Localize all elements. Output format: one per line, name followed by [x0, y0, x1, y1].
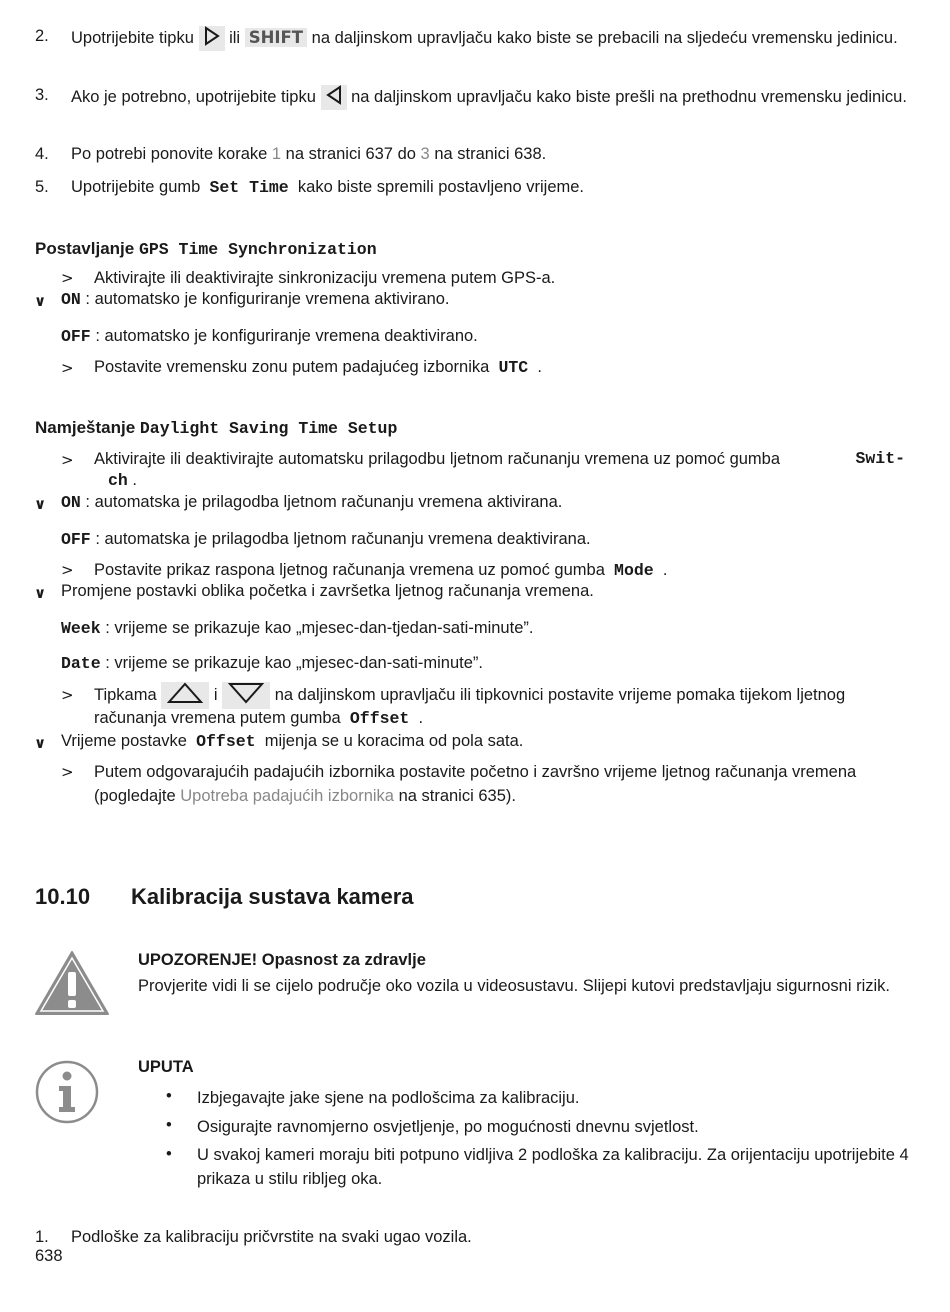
chevron-right-icon: > [61, 763, 74, 781]
result-text: Promjene postavki oblika početka i završetka ljetnog računanja vremena. [61, 582, 594, 600]
triangle-down-icon [222, 682, 270, 709]
step-reference-link[interactable]: 1 [271, 145, 282, 163]
chevron-right-icon: > [61, 561, 74, 579]
result-chevron-icon: ∨ [34, 292, 47, 310]
chevron-right-icon: > [61, 269, 74, 287]
warning-title: UPOZORENJE! Opasnost za zdravlje [138, 951, 426, 969]
triangle-up-icon [161, 682, 209, 709]
instruction-text: Aktivirajte ili deaktivirajte sinkronizaciju vremena putem GPS-a. [94, 269, 556, 287]
result-text: ON : automatska je prilagodba ljetnom računanju vremena aktivirana. [61, 493, 563, 512]
set-time-code: Set Time [209, 178, 289, 197]
step-number: 4. [35, 145, 49, 163]
step-number: 2. [35, 27, 49, 45]
step-number: 5. [35, 178, 49, 196]
instruction-text-continued: ch . [108, 471, 137, 490]
result-text: Vrijeme postavke Offset mijenja se u koracima od pola sata. [61, 732, 524, 751]
step-number: 3. [35, 86, 49, 104]
note-title: UPUTA [138, 1058, 194, 1076]
step-reference-link[interactable]: 3 [420, 145, 430, 163]
option-text: OFF : automatsko je konfiguriranje vremena deaktivirano. [61, 327, 478, 346]
option-text: OFF : automatska je prilagodba ljetnom računanju vremena deaktivirana. [61, 530, 591, 549]
warning-text: Provjerite vidi li se cijelo područje oko vozila u videosustavu. Slijepi kutovi predstavljaju sigurnosni rizik. [138, 977, 891, 995]
page-number: 638 [35, 1247, 63, 1265]
info-icon [34, 1059, 100, 1130]
section-number: 10.10 [35, 884, 91, 909]
note-bullet-text: Osigurajte ravnomjerno osvjetljenje, po mogućnosti dnevnu svjetlost. [197, 1118, 699, 1136]
section-title: Kalibracija sustava kamera [131, 884, 414, 909]
result-chevron-icon: ∨ [34, 734, 47, 752]
bullet: • [166, 1116, 172, 1134]
result-chevron-icon: ∨ [34, 584, 47, 602]
instruction-text: Aktivirajte ili deaktivirajte automatsku prilagodbu ljetnom računanju vremena uz pomoć gumba Swit- [94, 449, 905, 468]
shift-key: SHIFT [245, 28, 307, 47]
play-left-icon [321, 85, 347, 110]
step-text: Upotrijebite tipku ili SHIFT na daljinskom upravljaču kako biste se prebacili na sljedeću vremensku jedinicu. [71, 26, 910, 51]
instruction-text: Postavite vremensku zonu putem padajućeg izbornika UTC . [94, 358, 542, 377]
instruction-text: Putem odgovarajućih padajućih izbornika postavite početno i završno vrijeme ljetnog računanja vremena (pogledajte Upotreba padajućih izbornika na stranici 635). [94, 763, 857, 805]
step-text: Po potrebi ponovite korake 1 na stranici 637 do 3 na stranici 638. [71, 145, 547, 163]
step-text: Ako je potrebno, upotrijebite tipku na daljinskom upravljaču kako biste prešli na prethodnu vremensku jedinicu. [71, 85, 910, 110]
instruction-text: Postavite prikaz raspona ljetnog računanja vremena uz pomoć gumba Mode . [94, 561, 668, 580]
note-bullet-text: U svakoj kameri moraju biti potpuno vidljiva 2 podloška za kalibraciju. Za orijentaciju upotrijebite 4 prikaza u stilu ribljeg oka. [197, 1146, 909, 1188]
note-bullet-text: Izbjegavajte jake sjene na podlošcima za kalibraciju. [197, 1089, 580, 1107]
step-text: Upotrijebite gumb Set Time kako biste spremili postavljeno vrijeme. [71, 178, 585, 197]
instruction-text: Tipkama i na daljinskom upravljaču ili tipkovnici postavite vrijeme pomaka tijekom ljetnog [94, 682, 910, 709]
play-right-icon [199, 26, 225, 51]
result-chevron-icon: ∨ [34, 495, 47, 513]
chevron-right-icon: > [61, 359, 74, 377]
dropdown-usage-link[interactable]: Upotreba padajućih izbornika [180, 787, 394, 805]
warning-triangle-icon [34, 950, 110, 1021]
bullet: • [166, 1145, 172, 1163]
instruction-text-continued: računanja vremena putem gumba Offset . [94, 709, 424, 728]
step-text: Podloške za kalibraciju pričvrstite na svaki ugao vozila. [71, 1228, 472, 1246]
option-text: Week : vrijeme se prikazuje kao „mjesec-dan-tjedan-sati-minute”. [61, 619, 534, 638]
step-number: 1. [35, 1228, 49, 1246]
gps-heading: Postavljanje GPS Time Synchronization [35, 239, 377, 259]
bullet: • [166, 1087, 172, 1105]
chevron-right-icon: > [61, 451, 74, 469]
result-text: ON : automatsko je konfiguriranje vremena aktivirano. [61, 290, 450, 309]
dst-heading: Namještanje Daylight Saving Time Setup [35, 418, 398, 438]
option-text: Date : vrijeme se prikazuje kao „mjesec-dan-sati-minute”. [61, 654, 483, 673]
chevron-right-icon: > [61, 686, 74, 704]
